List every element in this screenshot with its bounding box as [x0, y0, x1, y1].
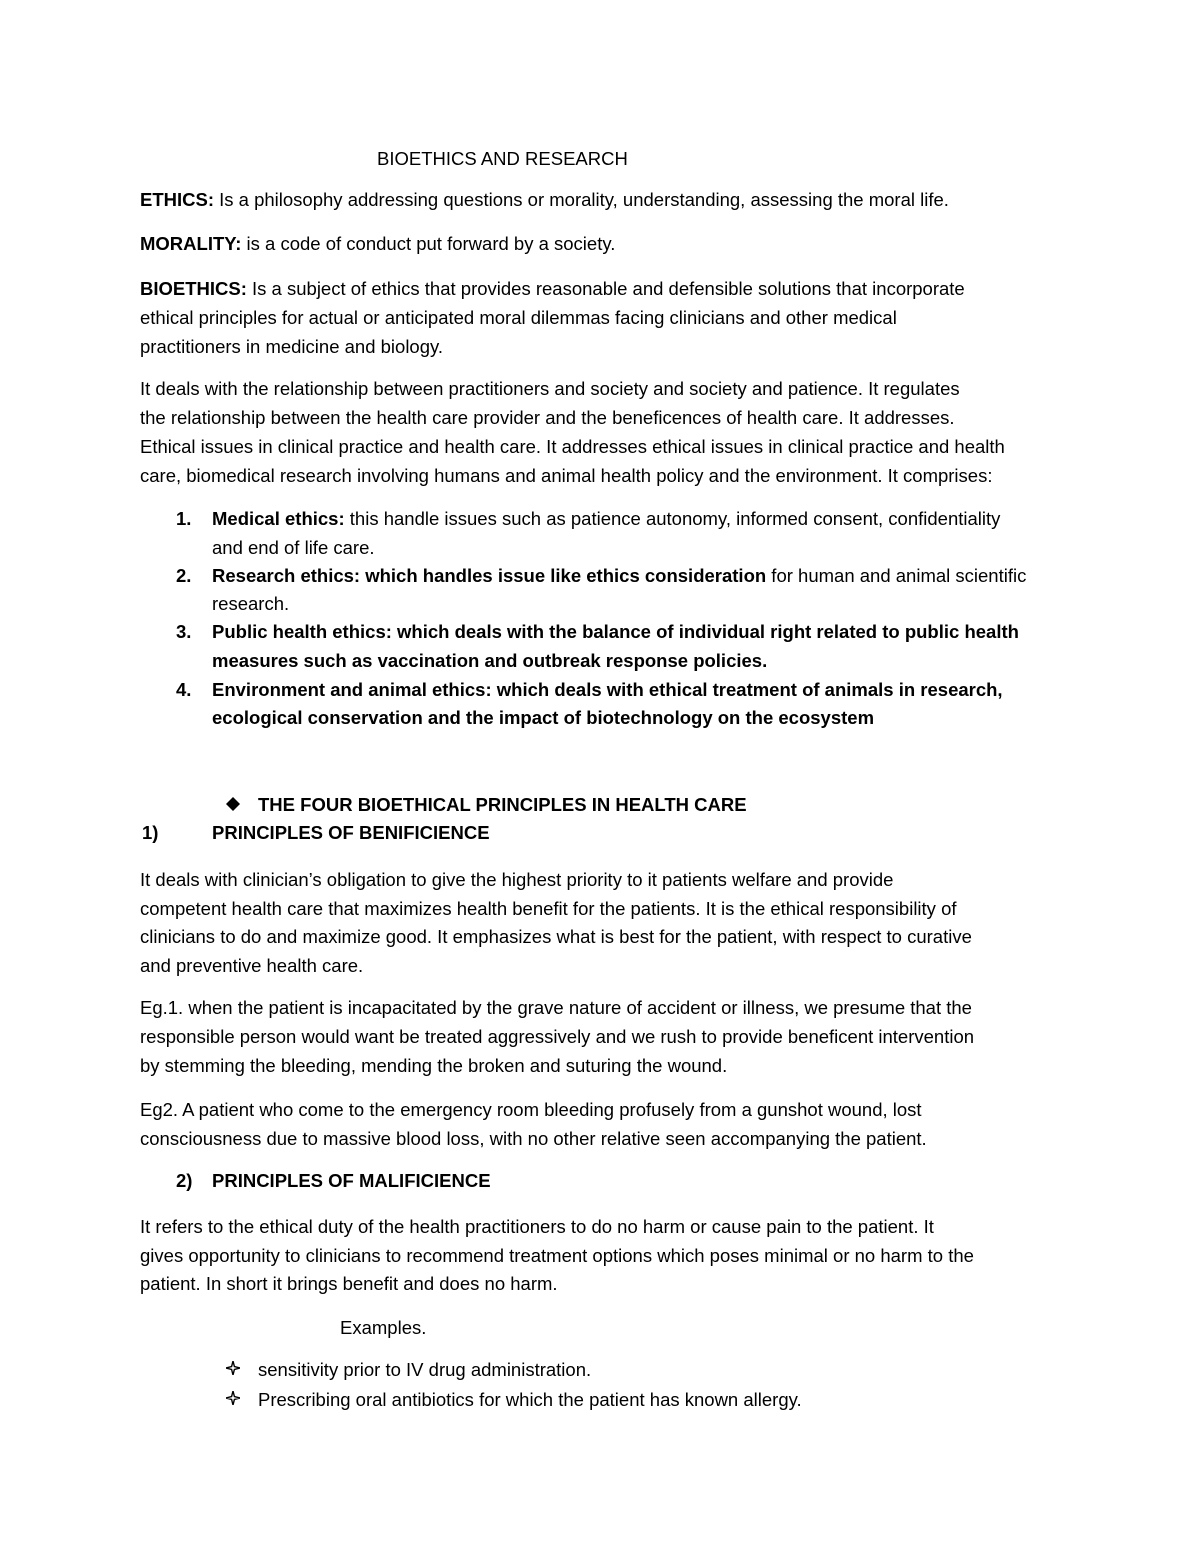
list-item-bold: Environment and animal ethics: which deals with ethical treatment of animals in research, [212, 679, 1003, 700]
bioethics-text-1: Is a subject of ethics that provides reasonable and defensible solutions that incorporate [246, 278, 965, 299]
bioethics-definition [140, 275, 965, 303]
example-bullet-item: Prescribing oral antibiotics for which the patient has known allergy. [258, 1389, 802, 1410]
principle2-heading: PRINCIPLES OF MALIFICIENCE [212, 1170, 491, 1191]
example-1: responsible person would want be treated aggressively and we rush to provide beneficent intervention [140, 1026, 975, 1047]
star-bullet-icon [226, 1361, 240, 1375]
intro-line: It deals with the relationship between practitioners and society and society and patience. It regulates [140, 378, 960, 399]
list-item-continuation: and end of life care. [212, 537, 375, 558]
bioethics-text-3: practitioners in medicine and biology. [140, 336, 444, 357]
bioethics-term: BIOETHICS: [140, 278, 247, 299]
list-item-continuation: research. [212, 593, 290, 614]
list-item-bold: Public health ethics: which deals with the balance of individual right related to public health [212, 621, 1019, 642]
example-1: Eg.1. when the patient is incapacitated by the grave nature of accident or illness, we presume that the [140, 997, 972, 1018]
example-bullet-item: sensitivity prior to IV drug administration. [258, 1359, 592, 1380]
list-item-bold: Medical ethics: [212, 508, 345, 529]
principle2-para: It refers to the ethical duty of the health practitioners to do no harm or cause pain to the patient. It [140, 1216, 934, 1237]
list-number: 4. [176, 679, 192, 700]
principle2-para: patient. In short it brings benefit and does no harm. [140, 1273, 558, 1294]
list-item-rest: for human and animal scientific [766, 565, 1027, 586]
morality-definition [140, 230, 615, 258]
list-item-bold: Research ethics: which handles issue like ethics consideration [212, 565, 767, 586]
page-title: BIOETHICS AND RESEARCH [377, 148, 628, 169]
principle1-para: clinicians to do and maximize good. It emphasizes what is best for the patient, with respect to curative [140, 926, 972, 947]
principle-number: 2) [176, 1170, 193, 1191]
list-item-continuation: measures such as vaccination and outbreak response policies. [212, 650, 768, 671]
example-2: Eg2. A patient who come to the emergency room bleeding profusely from a gunshot wound, lost [140, 1099, 922, 1120]
list-item-rest: this handle issues such as patience autonomy, informed consent, confidentiality [344, 508, 1001, 529]
list-number: 2. [176, 565, 192, 586]
ethics-text: Is a philosophy addressing questions or morality, understanding, assessing the moral life. [214, 189, 949, 210]
ethics-term: ETHICS: [140, 189, 214, 210]
diamond-bullet-icon [226, 797, 240, 811]
four-principles-heading: THE FOUR BIOETHICAL PRINCIPLES IN HEALTH CARE [258, 794, 747, 815]
list-item-continuation: ecological conservation and the impact of biotechnology on the ecosystem [212, 707, 875, 728]
bioethics-text-2: ethical principles for actual or anticipated moral dilemmas facing clinicians and other medical [140, 307, 897, 328]
principle-number: 1) [142, 822, 159, 843]
morality-text: is a code of conduct put forward by a society. [241, 233, 616, 254]
list-number: 3. [176, 621, 192, 642]
intro-line: care, biomedical research involving humans and animal health policy and the environment. It comprises: [140, 465, 993, 486]
intro-line: Ethical issues in clinical practice and health care. It addresses ethical issues in clinical practice and health [140, 436, 1005, 457]
star-bullet-icon [226, 1391, 240, 1405]
list-item [212, 562, 1026, 590]
list-number: 1. [176, 508, 192, 529]
morality-term: MORALITY: [140, 233, 242, 254]
principle1-heading: PRINCIPLES OF BENIFICIENCE [212, 822, 490, 843]
ethics-definition [140, 186, 949, 214]
example-2: consciousness due to massive blood loss, with no other relative seen accompanying the patient. [140, 1128, 927, 1149]
principle1-para: competent health care that maximizes health benefit for the patients. It is the ethical responsibility of [140, 898, 957, 919]
examples-label: Examples. [340, 1317, 427, 1338]
principle2-para: gives opportunity to clinicians to recommend treatment options which poses minimal or no harm to the [140, 1245, 974, 1266]
principle1-para: It deals with clinician’s obligation to give the highest priority to it patients welfare and provide [140, 869, 894, 890]
list-item [212, 505, 1000, 533]
intro-line: the relationship between the health care provider and the beneficences of health care. It addresses. [140, 407, 955, 428]
example-1: by stemming the bleeding, mending the broken and suturing the wound. [140, 1055, 728, 1076]
principle1-para: and preventive health care. [140, 955, 364, 976]
